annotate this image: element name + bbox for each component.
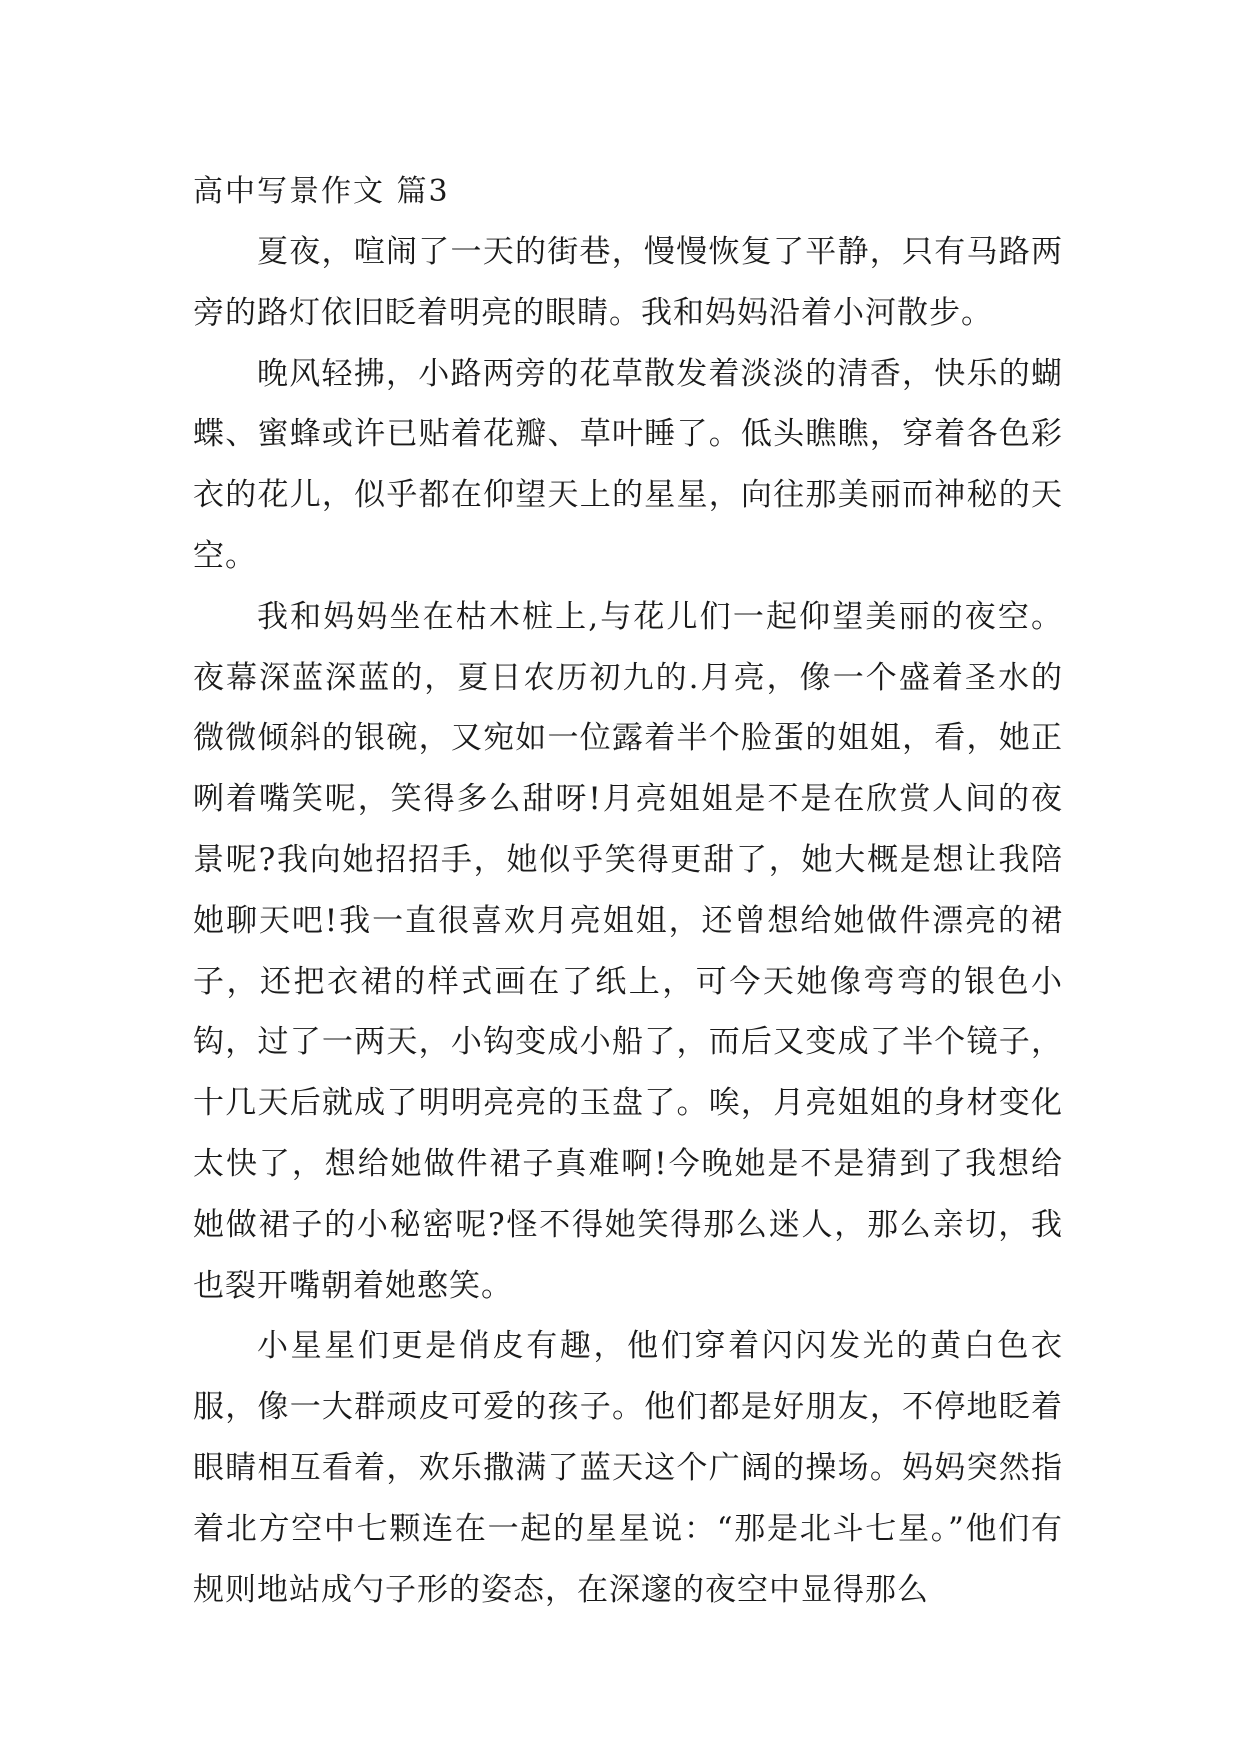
document-body [193,162,1063,1620]
paragraph-2: 晚风轻拂，小路两旁的花草散发着淡淡的清香，快乐的蝴蝶、蜜蜂或许已贴着花瓣、草叶睡了。低头瞧瞧，穿着各色彩衣的花儿，似乎都在仰望天上的星星，向往那美丽而神秘的天空。 [193,355,1063,574]
paragraph-4: 小星星们更是俏皮有趣，他们穿着闪闪发光的黄白色衣服，像一大群顽皮可爱的孩子。他们都是好朋友，不停地眨着眼睛相互看着，欢乐撒满了蓝天这个广阔的操场。妈妈突然指着北方空中七颗连在一起的星星说：“那是北斗七星。”他们有规则地站成勺子形的姿态，在深邃的夜空中显得那么 [193,1328,1063,1608]
paragraph-1: 夏夜，喧闹了一天的街巷，慢慢恢复了平静，只有马路两旁的路灯依旧眨着明亮的眼睛。我和妈妈沿着小河散步。 [193,234,1063,331]
document-title: 高中写景作文 篇3 [193,174,450,209]
paragraph-3: 我和妈妈坐在枯木桩上,与花儿们一起仰望美丽的夜空。夜幕深蓝深蓝的，夏日农历初九的.月亮，像一个盛着圣水的微微倾斜的银碗，又宛如一位露着半个脸蛋的姐姐，看，她正咧着嘴笑呢，笑得多么甜呀!月亮姐姐是不是在欣赏人间的夜景呢?我向她招招手，她似乎笑得更甜了，她大概是想让我陪她聊天吧!我一直很喜欢月亮姐姐，还曾想给她做件漂亮的裙子，还把衣裙的样式画在了纸上，可今天她像弯弯的银色小钩，过了一两天，小钩变成小船了，而后又变成了半个镜子，十几天后就成了明明亮亮的玉盘了。唉，月亮姐姐的身材变化太快了，想给她做件裙子真难啊!今晚她是不是猜到了我想给她做裙子的小秘密呢?怪不得她笑得那么迷人，那么亲切，我也裂开嘴朝着她憨笑。 [193,598,1063,1304]
